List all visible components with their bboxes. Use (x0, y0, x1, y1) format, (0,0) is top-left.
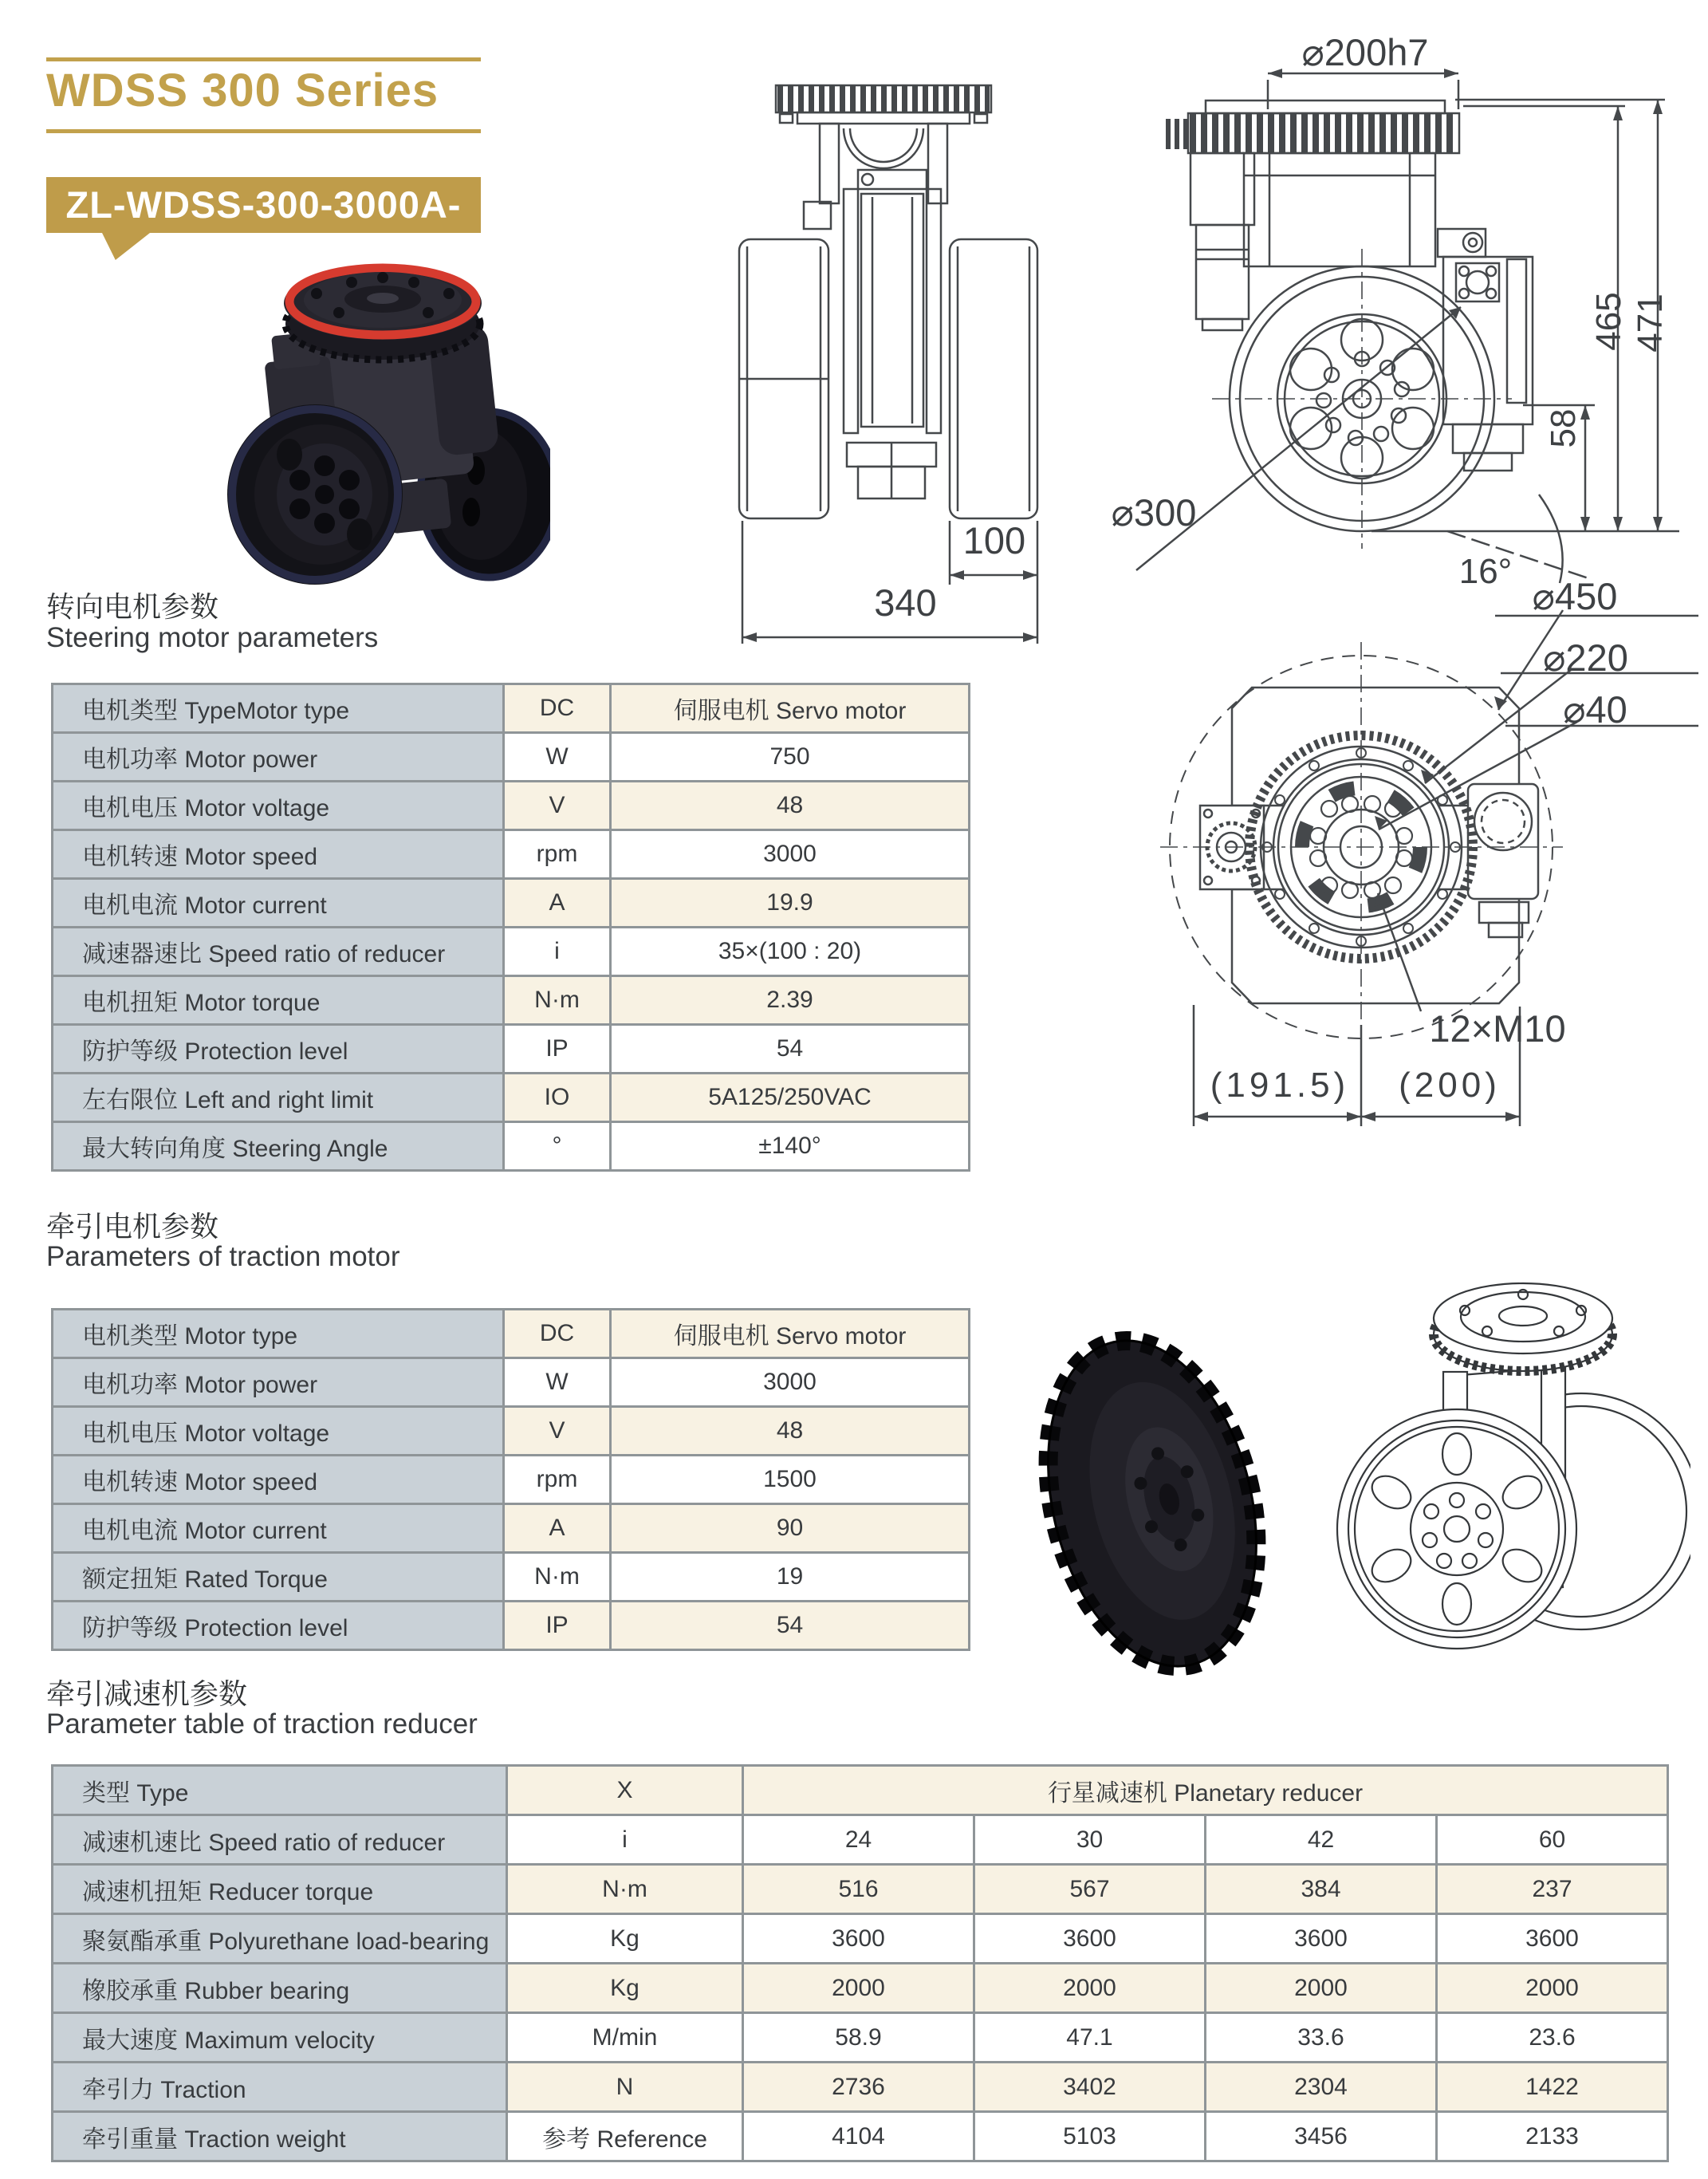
param-value: 23.6 (1437, 2013, 1668, 2063)
param-value: 237 (1437, 1865, 1668, 1914)
param-value: 2133 (1437, 2112, 1668, 2161)
param-value: 24 (743, 1815, 974, 1865)
param-unit: rpm (504, 830, 611, 879)
wireframe-drawing (1288, 1248, 1690, 1699)
table-row (53, 684, 970, 733)
param-unit: V (504, 1407, 611, 1456)
param-value: 伺服电机 Servo motor (611, 684, 970, 733)
reducer-section-title-zh: 牵引减速机参数 (46, 1677, 248, 1710)
param-unit: N·m (504, 1553, 611, 1602)
param-unit: IP (504, 1025, 611, 1074)
param-value: 90 (611, 1504, 970, 1553)
title-rule-top (46, 57, 481, 61)
table-row (53, 2013, 1668, 2063)
side-dim-slew-diameter: ⌀200h7 (1301, 31, 1429, 73)
table-row (53, 1407, 970, 1456)
table-row (53, 976, 970, 1025)
table-row (53, 1815, 1668, 1865)
param-label: 额定扭矩 Rated Torque (53, 1553, 504, 1602)
side-dim-471: 471 (1631, 294, 1670, 353)
reducer-section-title-en: Parameter table of traction reducer (46, 1708, 478, 1740)
param-value: 5A125/250VAC (611, 1074, 970, 1122)
param-unit: i (507, 1815, 743, 1865)
param-value: 2000 (743, 1964, 974, 2013)
param-value: 33.6 (1206, 2013, 1437, 2063)
table-row (53, 1310, 970, 1358)
top-dim-offset-left: (191.5) (1210, 1066, 1350, 1105)
param-label: 电机电压 Motor voltage (53, 782, 504, 830)
param-value: 2000 (1437, 1964, 1668, 2013)
table-row (53, 1074, 970, 1122)
param-value: 4104 (743, 2112, 974, 2161)
side-dim-wheel-diameter: ⌀300 (1111, 491, 1197, 534)
table-row (53, 782, 970, 830)
param-value: 48 (611, 1407, 970, 1456)
top-dim-circle-450: ⌀450 (1532, 575, 1618, 617)
param-label: 最大转向角度 Steering Angle (53, 1122, 504, 1171)
param-unit: IO (504, 1074, 611, 1122)
param-label: 聚氨酯承重 Polyurethane load-bearing (53, 1914, 507, 1964)
title-rule-bottom (46, 129, 481, 133)
steering-section-title-zh: 转向电机参数 (46, 590, 219, 623)
table-row (53, 1025, 970, 1074)
param-value: 54 (611, 1602, 970, 1650)
table-row (53, 1865, 1668, 1914)
param-unit: A (504, 879, 611, 928)
param-label: 电机功率 Motor power (53, 1358, 504, 1407)
param-unit: DC (504, 684, 611, 733)
param-value: ±140° (611, 1122, 970, 1171)
front-view-drawing (702, 68, 1045, 654)
param-value: 3000 (611, 830, 970, 879)
param-value: 伺服电机 Servo motor (611, 1310, 970, 1358)
param-value: 5103 (974, 2112, 1206, 2161)
param-label: 电机功率 Motor power (53, 733, 504, 782)
param-label: 减速机速比 Speed ratio of reducer (53, 1815, 507, 1865)
param-unit: N·m (507, 1865, 743, 1914)
param-value: 2304 (1206, 2063, 1437, 2112)
side-dim-angle: 16° (1458, 552, 1513, 591)
traction-section-title-en: Parameters of traction motor (46, 1241, 400, 1272)
table-row (53, 928, 970, 976)
param-unit: V (504, 782, 611, 830)
param-label: 电机电流 Motor current (53, 1504, 504, 1553)
param-value: 3600 (1206, 1914, 1437, 1964)
param-value: 567 (974, 1865, 1206, 1914)
param-unit: W (504, 1358, 611, 1407)
traction-section-title-zh: 牵引电机参数 (46, 1210, 219, 1243)
side-dim-465: 465 (1589, 292, 1628, 351)
param-unit: IP (504, 1602, 611, 1650)
param-unit: M/min (507, 2013, 743, 2063)
param-value: 60 (1437, 1815, 1668, 1865)
param-label: 电机电流 Motor current (53, 879, 504, 928)
table-row (53, 2063, 1668, 2112)
param-value: 58.9 (743, 2013, 974, 2063)
param-value: 2000 (1206, 1964, 1437, 2013)
param-unit: X (507, 1766, 743, 1815)
param-value: 3600 (974, 1914, 1206, 1964)
table-row (53, 1358, 970, 1407)
param-label: 防护等级 Protection level (53, 1602, 504, 1650)
page-title: WDSS 300 Series (46, 65, 439, 116)
table-row (53, 733, 970, 782)
steering-parameters-table (51, 683, 970, 1172)
param-value: 54 (611, 1025, 970, 1074)
top-dim-circle-220: ⌀220 (1543, 636, 1628, 679)
param-unit: i (504, 928, 611, 976)
param-value: 42 (1206, 1815, 1437, 1865)
table-row (53, 1122, 970, 1171)
param-value: 19.9 (611, 879, 970, 928)
table-row (53, 830, 970, 879)
param-value: 48 (611, 782, 970, 830)
param-value: 19 (611, 1553, 970, 1602)
param-label: 减速器速比 Speed ratio of reducer (53, 928, 504, 976)
param-label: 电机扭矩 Motor torque (53, 976, 504, 1025)
product-photo (195, 231, 550, 586)
top-dim-circle-40: ⌀40 (1563, 688, 1627, 731)
table-row (53, 1456, 970, 1504)
table-row (53, 1553, 970, 1602)
table-row (53, 1504, 970, 1553)
param-label: 电机转速 Motor speed (53, 1456, 504, 1504)
traction-parameters-table (51, 1308, 970, 1651)
param-value: 3600 (1437, 1914, 1668, 1964)
param-label: 电机转速 Motor speed (53, 830, 504, 879)
param-value: 2.39 (611, 976, 970, 1025)
param-value: 3402 (974, 2063, 1206, 2112)
param-label: 牵引力 Traction (53, 2063, 507, 2112)
top-dim-offset-right: (200) (1399, 1066, 1501, 1105)
param-unit: ° (504, 1122, 611, 1171)
param-unit: N (507, 2063, 743, 2112)
param-label: 最大速度 Maximum velocity (53, 2013, 507, 2063)
table-row (53, 2112, 1668, 2161)
param-value: 35×(100 : 20) (611, 928, 970, 976)
param-label: 类型 Type (53, 1766, 507, 1815)
tire-photo (1033, 1316, 1280, 1691)
param-label: 左右限位 Left and right limit (53, 1074, 504, 1122)
param-label: 电机类型 Motor type (53, 1310, 504, 1358)
param-unit: rpm (504, 1456, 611, 1504)
front-dim-wheel-width: 100 (962, 519, 1026, 561)
param-value: 3456 (1206, 2112, 1437, 2161)
side-dim-58: 58 (1544, 408, 1583, 448)
table-row (53, 879, 970, 928)
param-unit: Kg (507, 1914, 743, 1964)
badge-pointer (102, 233, 150, 260)
param-value: 行星减速机 Planetary reducer (743, 1766, 1668, 1815)
param-value: 30 (974, 1815, 1206, 1865)
param-value: 384 (1206, 1865, 1437, 1914)
param-unit: Kg (507, 1964, 743, 2013)
param-label: 电机类型 TypeMotor type (53, 684, 504, 733)
top-dim-bolt-pattern: 12×M10 (1429, 1007, 1566, 1050)
param-unit: N·m (504, 976, 611, 1025)
model-badge: ZL-WDSS-300-3000A-750 (46, 177, 481, 233)
param-label: 牵引重量 Traction weight (53, 2112, 507, 2161)
param-value: 2736 (743, 2063, 974, 2112)
param-label: 橡胶承重 Rubber bearing (53, 1964, 507, 2013)
param-label: 减速机扭矩 Reducer torque (53, 1865, 507, 1914)
param-value: 3600 (743, 1914, 974, 1964)
param-value: 1500 (611, 1456, 970, 1504)
table-row (53, 1914, 1668, 1964)
param-unit: 参考 Reference (507, 2112, 743, 2161)
param-unit: W (504, 733, 611, 782)
steering-section-title-en: Steering motor parameters (46, 622, 379, 653)
param-value: 1422 (1437, 2063, 1668, 2112)
table-row (53, 1964, 1668, 2013)
table-row (53, 1602, 970, 1650)
param-value: 516 (743, 1865, 974, 1914)
param-label: 电机电压 Motor voltage (53, 1407, 504, 1456)
reducer-parameters-table (51, 1764, 1669, 2162)
param-unit: DC (504, 1310, 611, 1358)
front-dim-overall-width: 340 (874, 581, 937, 624)
param-value: 47.1 (974, 2013, 1206, 2063)
table-row (53, 1766, 1668, 1815)
param-unit: A (504, 1504, 611, 1553)
param-value: 2000 (974, 1964, 1206, 2013)
param-value: 3000 (611, 1358, 970, 1407)
param-label: 防护等级 Protection level (53, 1025, 504, 1074)
param-value: 750 (611, 733, 970, 782)
